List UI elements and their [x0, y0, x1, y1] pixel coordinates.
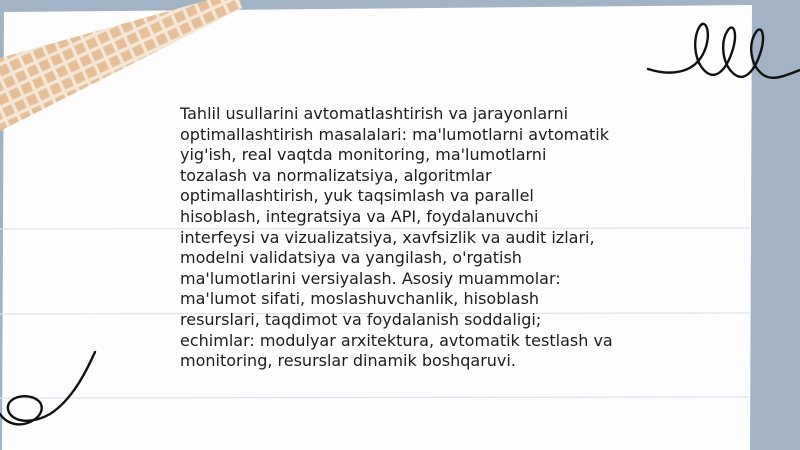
note-text: Tahlil usullarini avtomatlashtirish va jarayonlarni optimallashtirish masalalari: ma'lumotlarni avtomatik yig'ish, real vaqtda monitoring, ma'lumotlarni tozalash va normalizatsiya, algoritmlar optimallashtirish, yuk taqsimlash va parallel hisoblash, integratsiya va API, foydalanuvchi interfeysi va vizualizatsiya, xavfsizlik va audit izlari, modelni validatsiya va yangilash, o'rgatish ma'lumotlarini versiyalash. Asosiy muammolar: ma'lumot sifati, moslashuvchanlik, hisoblash resurslari, taqdimot va foydalanish soddaligi; echimlar: modulyar arxitektura, avtomatik testlash va monitoring, resurslar dinamik boshqaruvi.	[180, 104, 613, 371]
